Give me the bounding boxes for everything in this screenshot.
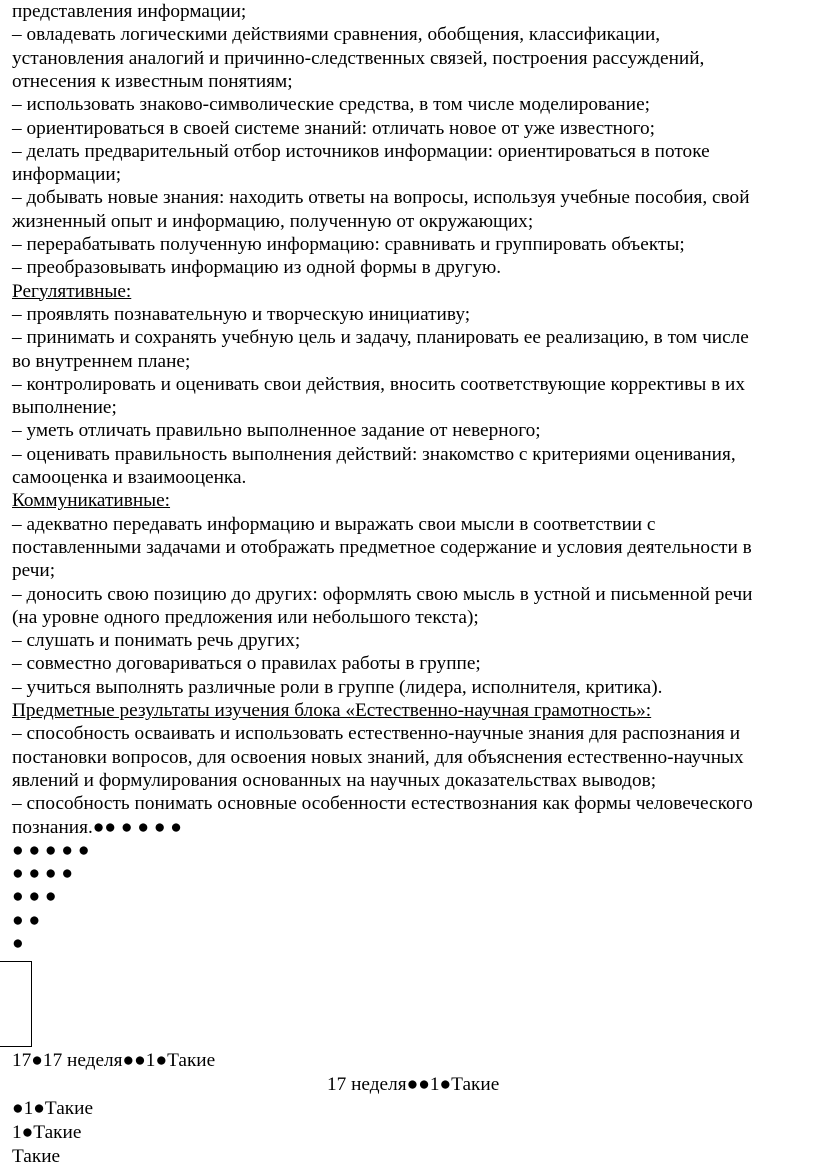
bullet-dots-row: ● [12, 933, 24, 954]
text-line: – доносить свою позицию до других: оформлять свою мысль в устной и письменной речи [12, 583, 753, 605]
text-line: – проявлять познавательную и творческую инициативу; [12, 303, 471, 325]
text-line: установления аналогий и причинно-следственных связей, построения рассуждений, [12, 47, 705, 69]
text-line: – делать предварительный отбор источников информации: ориентироваться в потоке [12, 140, 710, 162]
bullet-dots-row: ● ● [12, 909, 41, 931]
text-line: жизненный опыт и информацию, полученную от окружающих; [12, 210, 534, 232]
text-line: (на уровне одного предложения или небольшого текста); [12, 606, 479, 628]
section-heading-regulatory: Регулятивные: [12, 280, 132, 302]
text-line: явлений и формулирования основанных на научных доказательствах выводов; [12, 769, 657, 791]
text-line: самооценка и взаимооценка. [12, 467, 247, 488]
empty-frame-box [0, 961, 32, 1047]
text-line: – ориентироваться в своей системе знаний: отличать новое от уже известного; [12, 117, 656, 139]
text-line: – контролировать и оценивать свои действия, вносить соответствующие коррективы в их [12, 373, 746, 395]
text-line: во внутреннем плане; [12, 350, 191, 372]
text-line: – оценивать правильность выполнения действий: знакомство с критериями оценивания, [12, 443, 736, 465]
text-line: – овладевать логическими действиями сравнения, обобщения, классификации, [12, 24, 661, 46]
footer-line: 1●Такие [12, 1122, 82, 1143]
footer-line: 17●17 неделя●●1●Такие [12, 1050, 216, 1071]
section-heading-communicative: Коммуникативные: [12, 490, 171, 512]
bullet-dots-row: ● ● ● [12, 886, 57, 908]
section-heading-subject-results: Предметные результаты изучения блока «Естественно-научная грамотность»: [12, 700, 652, 721]
text-line: познания.●● ● ● ● ● [12, 816, 182, 838]
text-line: – слушать и понимать речь других; [12, 630, 301, 652]
text-line: постановки вопросов, для освоения новых знаний, для объяснения естественно-научных [12, 746, 744, 768]
text-line: – добывать новые знания: находить ответы на вопросы, используя учебные пособия, свой [12, 187, 750, 209]
text-line: – уметь отличать правильно выполненное задание от неверного; [12, 420, 541, 442]
text-line: представления информации; [12, 1, 247, 22]
text-line: – учиться выполнять различные роли в группе (лидера, исполнителя, критика). [12, 676, 663, 698]
text-line: поставленными задачами и отображать предметное содержание и условия деятельности в [12, 536, 752, 558]
footer-line-centered: 17 неделя●●1●Такие [327, 1074, 500, 1095]
text-line: отнесения к известным понятиям; [12, 70, 293, 92]
text-line: речи; [12, 560, 56, 582]
footer-line: ●1●Такие [12, 1098, 94, 1119]
footer-line: Такие [12, 1146, 61, 1167]
text-line: – совместно договариваться о правилах работы в группе; [12, 653, 481, 675]
text-line: – адекватно передавать информацию и выражать свои мысли в соответствии с [12, 513, 656, 535]
text-line: – способность понимать основные особенности естествознания как формы человеческого [12, 793, 753, 815]
text-line: – способность осваивать и использовать естественно-научные знания для распознания и [12, 723, 741, 745]
text-line: выполнение; [12, 397, 117, 419]
text-line: – использовать знаково-символические средства, в том числе моделирование; [12, 94, 650, 116]
bullet-dots-row: ● ● ● ● ● [12, 839, 90, 861]
bullet-dots-row: ● ● ● ● [12, 863, 74, 885]
text-line: информации; [12, 164, 122, 186]
text-line: – перерабатывать полученную информацию: сравнивать и группировать объекты; [12, 234, 685, 255]
text-line: – принимать и сохранять учебную цель и задачу, планировать ее реализацию, в том числе [12, 327, 749, 349]
text-line: – преобразовывать информацию из одной формы в другую. [12, 257, 502, 279]
